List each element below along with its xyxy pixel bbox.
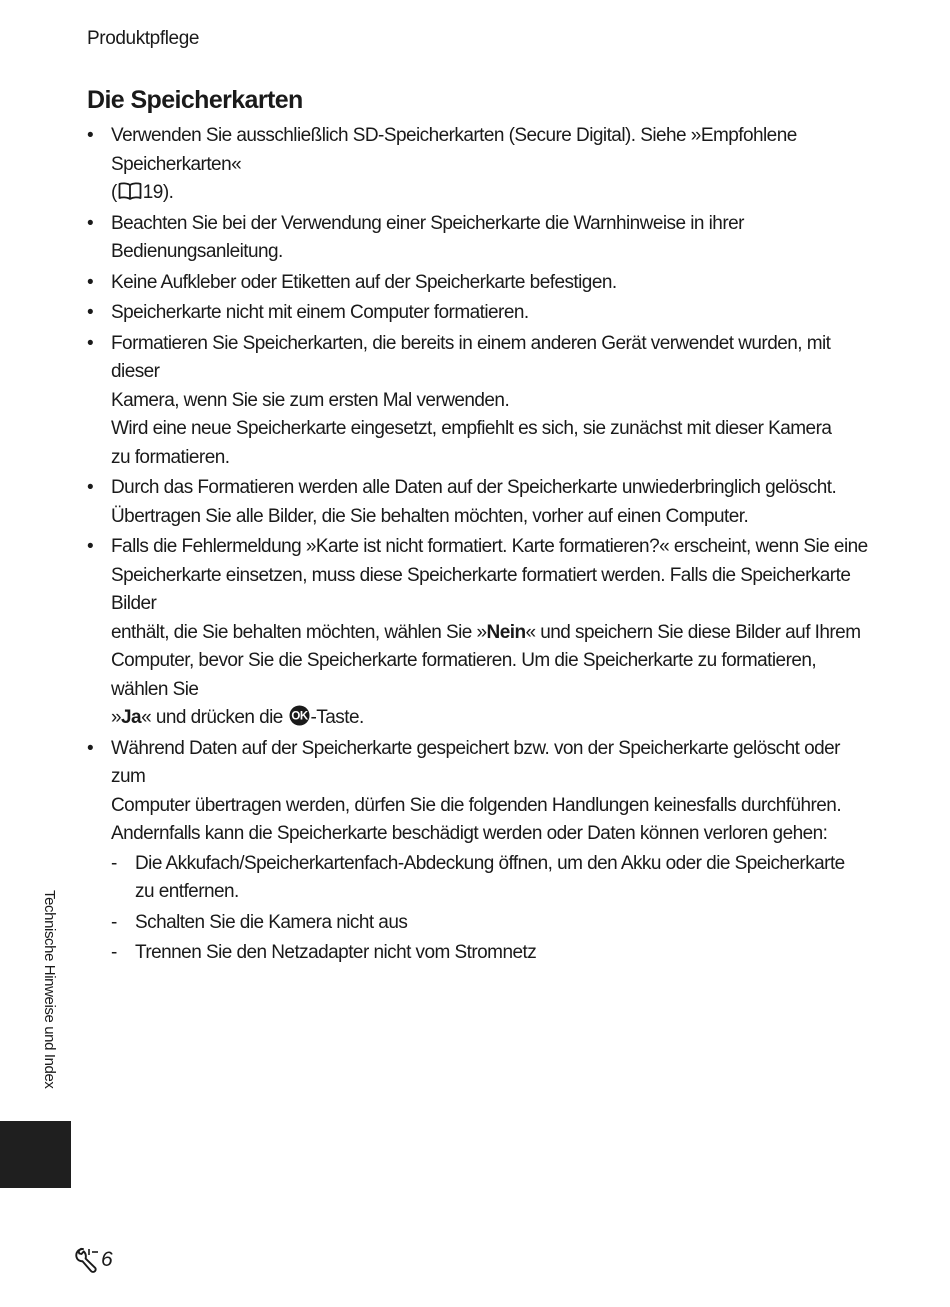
bullet-text-fragment: -Taste. bbox=[310, 707, 364, 728]
bullet-text: Kamera, wenn Sie sie zum ersten Mal verwenden. bbox=[111, 389, 510, 411]
bullet-text: Andernfalls kann die Speicherkarte beschädigt werden oder Daten können verloren gehen: bbox=[111, 823, 828, 844]
sub-item-text: - Schalten Sie die Kamera nicht aus bbox=[135, 911, 408, 933]
bullet-text: • Formatieren Sie Speicherkarten, die bereits in einem anderen Gerät verwendet wurden, mit dieser bbox=[111, 332, 831, 382]
page-number-text: 6 bbox=[101, 1248, 113, 1271]
bullet-text: Speicherkarte einsetzen, muss diese Speicherkarte formatiert werden. Falls die Speicherkarte Bilder bbox=[111, 564, 851, 614]
sub-item-text: - Trennen Sie den Netzadapter nicht vom Stromnetz bbox=[135, 942, 537, 963]
ref-open: ( bbox=[111, 182, 117, 203]
bullet-text-fragment: enthält, die Sie behalten möchten, wählen Sie » bbox=[111, 621, 487, 643]
wrench-icon bbox=[74, 1246, 100, 1274]
bullet-list bbox=[87, 122, 877, 968]
bullet-text: • Während Daten auf der Speicherkarte gespeichert bzw. von der Speicherkarte gelöscht oder zum bbox=[111, 737, 840, 787]
bullet-item-warnings bbox=[87, 210, 877, 267]
side-tab-marker bbox=[0, 1121, 71, 1188]
bullet-text-line bbox=[111, 704, 877, 733]
running-head: Produktpflege bbox=[87, 28, 200, 49]
bullet-text: • Durch das Formatieren werden alle Daten auf der Speicherkarte unwiederbringlich gelöscht. bbox=[111, 477, 837, 498]
bullet-item-error-message bbox=[87, 533, 877, 733]
ref-page: 19 bbox=[142, 182, 163, 203]
section-title: Die Speicherkarten bbox=[87, 86, 303, 114]
bullet-text: Computer, bevor Sie die Speicherkarte formatieren. Um die Speicherkarte zu formatieren, wählen Sie bbox=[111, 650, 817, 700]
page-reference[interactable] bbox=[111, 179, 877, 208]
bullet-text: zu formatieren. bbox=[111, 446, 230, 468]
bullet-item-format-deletes bbox=[87, 474, 877, 531]
bullet-text: Computer übertragen werden, dürfen Sie die folgenden Handlungen keinesfalls durchführen. bbox=[111, 794, 842, 816]
book-icon bbox=[118, 182, 142, 200]
bullet-text-fragment: « und drücken die bbox=[141, 707, 288, 728]
bullet-text: Wird eine neue Speicherkarte eingesetzt, empfiehlt es sich, sie zunächst mit dieser Kamera bbox=[111, 418, 832, 439]
side-tab-label: Technische Hinweise und Index bbox=[41, 890, 58, 1089]
ok-button-icon bbox=[289, 705, 310, 726]
sub-item-text: zu entfernen. bbox=[135, 881, 239, 902]
menu-option-ja: Ja bbox=[121, 707, 142, 728]
bullet-text: Übertragen Sie alle Bilder, die Sie behalten möchten, vorher auf einen Computer. bbox=[111, 505, 749, 527]
bullet-text: • Keine Aufkleber oder Etiketten auf der Speicherkarte befestigen. bbox=[111, 271, 617, 293]
content-body bbox=[87, 122, 877, 970]
bullet-item-no-computer-format bbox=[87, 299, 877, 328]
bullet-text: • Verwenden Sie ausschließlich SD-Speicherkarten (Secure Digital). Siehe »Empfohlene Speicherkarten« bbox=[111, 125, 797, 175]
bullet-text-fragment: « und speichern Sie diese Bilder auf Ihrem bbox=[525, 621, 861, 643]
sub-item-power-off bbox=[111, 909, 877, 938]
svg-text:OK: OK bbox=[290, 710, 308, 723]
bullet-item-no-stickers bbox=[87, 269, 877, 298]
bullet-text: Bedienungsanleitung. bbox=[111, 241, 283, 262]
page-number bbox=[74, 1245, 113, 1275]
sub-item-ac-adapter bbox=[111, 939, 877, 968]
bullet-text: • Beachten Sie bei der Verwendung einer Speicherkarte die Warnhinweise in ihrer bbox=[111, 212, 744, 234]
sub-item-text: - Die Akkufach/Speicherkartenfach-Abdeckung öffnen, um den Akku oder die Speicherkarte bbox=[135, 852, 845, 874]
bullet-text-line bbox=[111, 619, 877, 648]
bullet-item-format-first-use bbox=[87, 330, 877, 473]
ref-close: ). bbox=[162, 182, 174, 203]
bullet-text-fragment: » bbox=[111, 707, 122, 728]
bullet-item-do-not-interrupt bbox=[87, 735, 877, 968]
sub-list bbox=[111, 850, 877, 968]
bullet-item-recommended-cards bbox=[87, 122, 877, 208]
bullet-text: • Speicherkarte nicht mit einem Computer formatieren. bbox=[111, 302, 529, 323]
bullet-text: • Falls die Fehlermeldung »Karte ist nicht formatiert. Karte formatieren?« erscheint, wenn Sie eine bbox=[111, 536, 868, 557]
sub-item-open-cover bbox=[111, 850, 877, 907]
menu-option-nein: Nein bbox=[486, 621, 526, 643]
